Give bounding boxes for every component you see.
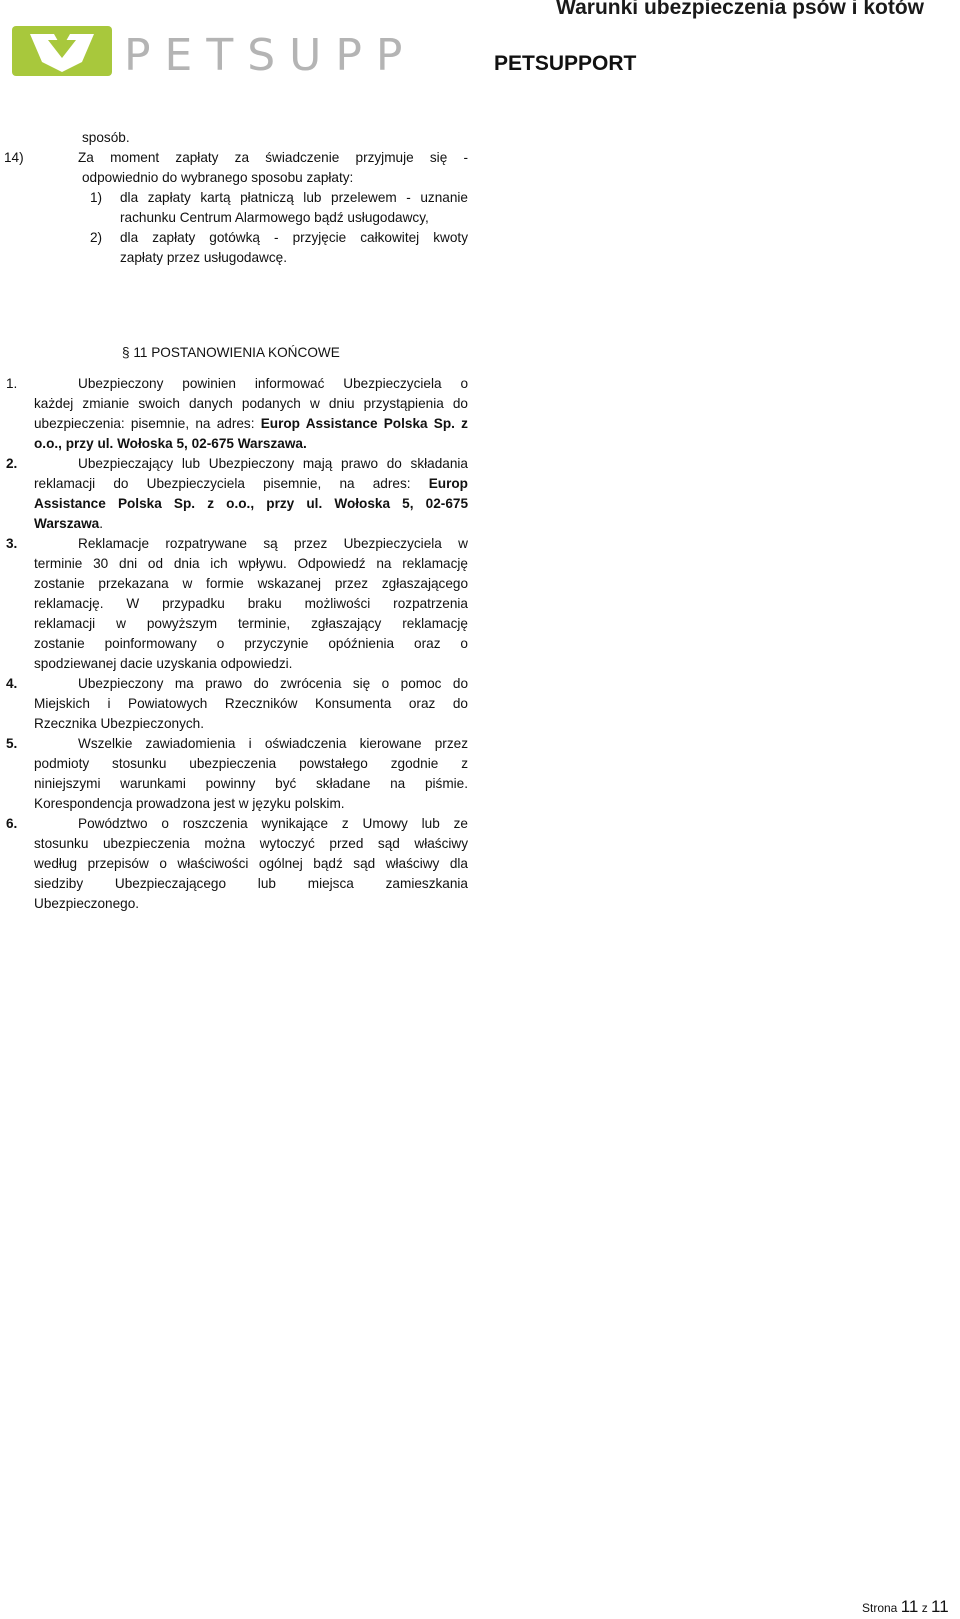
item-3-line-2: terminie 30 dni od dnia ich wpływu. Odpowiedź na reklamację	[34, 556, 468, 571]
item-3-line-1: Reklamacje rozpatrywane są przez Ubezpieczyciela w	[78, 536, 468, 551]
item-3-line-3: zostanie przekazana w formie wskazanej przez zgłaszającego	[34, 576, 468, 591]
item-2-period: .	[99, 516, 104, 531]
item-6-line-3: według przepisów o właściwości ogólnej bądź sąd właściwy dla	[34, 856, 468, 871]
page-current: 11	[900, 1597, 919, 1616]
item-2-line-3: Assistance Polska Sp. z o.o., przy ul. Wołoska 5, 02-675	[34, 496, 468, 511]
item-2-line-1: Ubezpieczający lub Ubezpieczony mają prawo do składania	[78, 456, 468, 471]
subitem-2-number: 2)	[90, 230, 103, 245]
item-2-number: 2.	[6, 456, 18, 471]
item-6-line-5: Ubezpieczonego.	[34, 896, 140, 911]
item-6-number: 6.	[6, 816, 18, 831]
item-4-line-1: Ubezpieczony ma prawo do zwrócenia się o pomoc do	[78, 676, 468, 691]
page-label: Strona	[862, 1601, 898, 1615]
subitem-1-line-1: dla zapłaty kartą płatniczą lub przelewem - uznanie	[120, 190, 468, 205]
subitem-2-line-2: zapłaty przez usługodawcę.	[120, 250, 287, 265]
item-2-address-start: Europ	[428, 476, 468, 491]
item-2-city: Warszawa	[34, 516, 100, 531]
item-1-line-3	[34, 414, 468, 435]
page-number	[862, 1597, 949, 1617]
item-6-line-2: stosunku ubezpieczenia można wytoczyć przed sąd właściwy	[34, 836, 468, 851]
intro-fragment: sposób.	[82, 130, 130, 145]
item-4-line-3: Rzecznika Ubezpieczonych.	[34, 716, 205, 731]
item-1-line-3-text: ubezpieczenia: pisemnie, na adres:	[34, 416, 261, 431]
item-3-line-5: reklamacji w powyższym terminie, zgłaszający reklamację	[34, 616, 468, 631]
item-1-line-2: każdej zmianie swoich danych podanych w dniu przystąpienia do	[34, 396, 468, 411]
petsupport-logo	[12, 18, 412, 80]
item-1-line-1: Ubezpieczony powinien informować Ubezpieczyciela o	[78, 376, 468, 391]
item-3-line-6: zostanie poinformowany o przyczynie opóźnienia oraz o	[34, 636, 468, 651]
item-14-line-2: odpowiednio do wybranego sposobu zapłaty:	[82, 170, 354, 185]
item-5-line-3: niniejszymi warunkami powinny być składane na piśmie.	[34, 776, 468, 791]
item-5-number: 5.	[6, 736, 18, 751]
item-2-line-4	[34, 514, 103, 535]
item-3-line-4: reklamację. W przypadku braku możliwości rozpatrzenia	[34, 596, 468, 611]
item-14-number: 14)	[4, 150, 24, 165]
item-1-line-4: o.o., przy ul. Wołoska 5, 02-675 Warszawa.	[34, 436, 307, 451]
item-6-line-4: siedziby Ubezpieczającego lub miejsca zamieszkania	[34, 876, 468, 891]
pet-face-logo-icon	[12, 26, 112, 76]
item-2-line-2-text: reklamacji do Ubezpieczyciela pisemnie, na adres:	[34, 476, 429, 491]
page-of: z	[921, 1601, 928, 1615]
item-2-line-2	[34, 474, 468, 495]
page-total: 11	[931, 1597, 949, 1616]
item-5-line-1: Wszelkie zawiadomienia i oświadczenia kierowane przez	[78, 736, 468, 751]
item-3-line-7: spodziewanej dacie uzyskania odpowiedzi.	[34, 656, 293, 671]
subitem-2-line-1: dla zapłaty gotówką - przyjęcie całkowitej kwoty	[120, 230, 468, 245]
logo-wordmark: PETSUPP	[124, 30, 412, 80]
item-6-line-1: Powództwo o roszczenia wynikające z Umowy lub ze	[78, 816, 468, 831]
subitem-1-line-2: rachunku Centrum Alarmowego bądź usługodawcy,	[120, 210, 429, 225]
document-title: Warunki ubezpieczenia psów i kotów	[556, 0, 924, 19]
item-5-line-2: podmioty stosunku ubezpieczenia powstałego zgodnie z	[34, 756, 468, 771]
item-4-number: 4.	[6, 676, 18, 691]
subitem-1-number: 1)	[90, 190, 103, 205]
document-brand: PETSUPPORT	[494, 52, 637, 75]
item-1-number: 1.	[6, 376, 18, 391]
item-1-address-start: Europ Assistance Polska Sp. z	[260, 416, 468, 431]
item-3-number: 3.	[6, 536, 18, 551]
item-5-line-4: Korespondencja prowadzona jest w języku polskim.	[34, 796, 345, 811]
section-11-title: § 11 POSTANOWIENIA KOŃCOWE	[122, 345, 340, 360]
item-14-line-1: Za moment zapłaty za świadczenie przyjmuje się -	[78, 150, 468, 165]
item-4-line-2: Miejskich i Powiatowych Rzeczników Konsumenta oraz do	[34, 696, 468, 711]
